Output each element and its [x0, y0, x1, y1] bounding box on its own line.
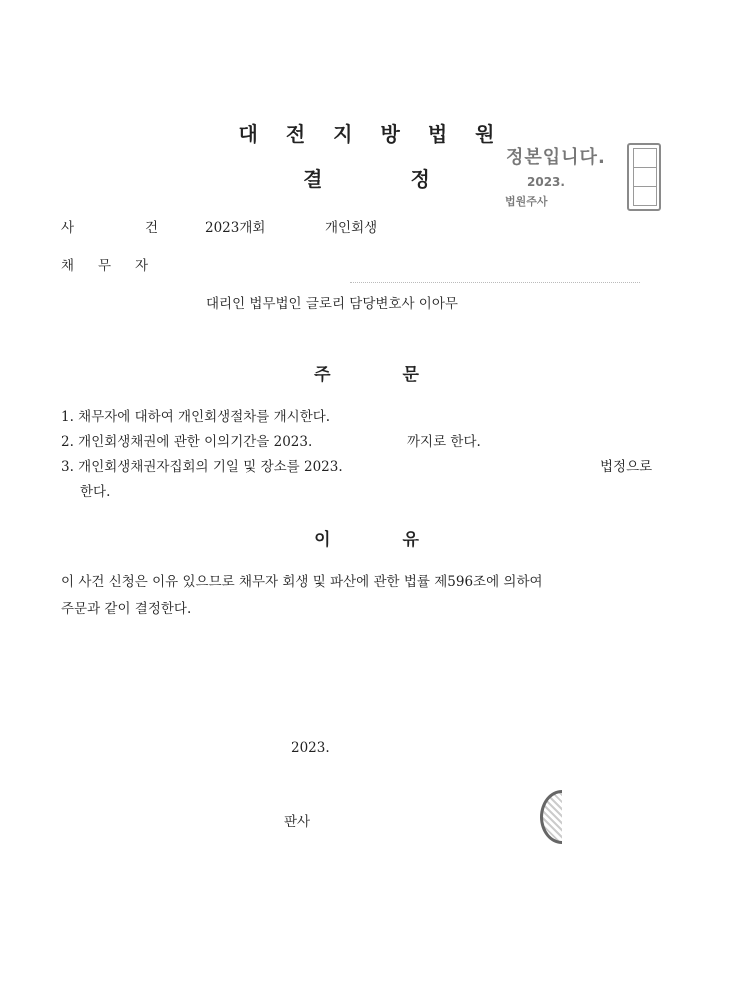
- order-item-3-end: 한다.: [80, 484, 111, 500]
- case-number: 2023개회: [205, 220, 266, 236]
- label-char: 건: [145, 220, 159, 236]
- order-item-3-place: 법정으로: [600, 459, 653, 475]
- heading-char: 이: [314, 530, 331, 550]
- decision-date: 2023.: [291, 740, 330, 756]
- representative: 대리인 법무법인 글로리 담당변호사 이아무: [206, 296, 458, 312]
- court-char: 전: [285, 122, 306, 146]
- judge-label: 판사: [284, 814, 311, 830]
- court-name: [0, 118, 733, 147]
- reason-text-line-1: 이 사건 신청은 이유 있으므로 채무자 회생 및 파산에 관한 법률 제596조에 의하여: [61, 574, 543, 590]
- label-char: 자: [135, 258, 149, 274]
- document-title: [0, 163, 733, 192]
- heading-char: 유: [402, 530, 419, 550]
- label-char: 사: [61, 220, 75, 236]
- order-item-1: 1. 채무자에 대하여 개인회생절차를 개시한다.: [61, 409, 331, 425]
- stamp-clerk: 법원주사: [505, 195, 548, 208]
- redacted-line: [350, 282, 640, 287]
- reason-text-line-2: 주문과 같이 결정한다.: [61, 601, 192, 617]
- title-char: 정: [410, 167, 430, 191]
- label-char: 무: [98, 258, 112, 274]
- court-char: 법: [427, 122, 448, 146]
- title-char: 결: [303, 167, 323, 191]
- heading-char: 주: [314, 365, 331, 385]
- court-char: 대: [238, 122, 258, 146]
- heading-char: 문: [402, 365, 419, 385]
- debtor-label: [61, 254, 172, 274]
- order-item-2: 2. 개인회생채권에 관한 이의기간을 2023.: [61, 434, 313, 450]
- order-item-3: 3. 개인회생채권자집회의 기일 및 장소를 2023.: [61, 459, 343, 475]
- court-char: 방: [380, 122, 400, 146]
- reason-heading: [0, 525, 733, 550]
- order-item-2-end: 까지로 한다.: [407, 434, 481, 450]
- order-heading: [0, 360, 733, 385]
- stamp-date: 2023.: [527, 175, 565, 189]
- clerk-seal-icon: [627, 143, 661, 211]
- case-label: [61, 216, 229, 236]
- certified-copy-stamp: 정본입니다.: [506, 147, 606, 168]
- court-char: 원: [475, 122, 495, 146]
- judge-seal-icon: [540, 790, 562, 844]
- court-char: 지: [333, 122, 353, 146]
- case-name: 개인회생: [325, 220, 378, 236]
- label-char: 채: [61, 258, 75, 274]
